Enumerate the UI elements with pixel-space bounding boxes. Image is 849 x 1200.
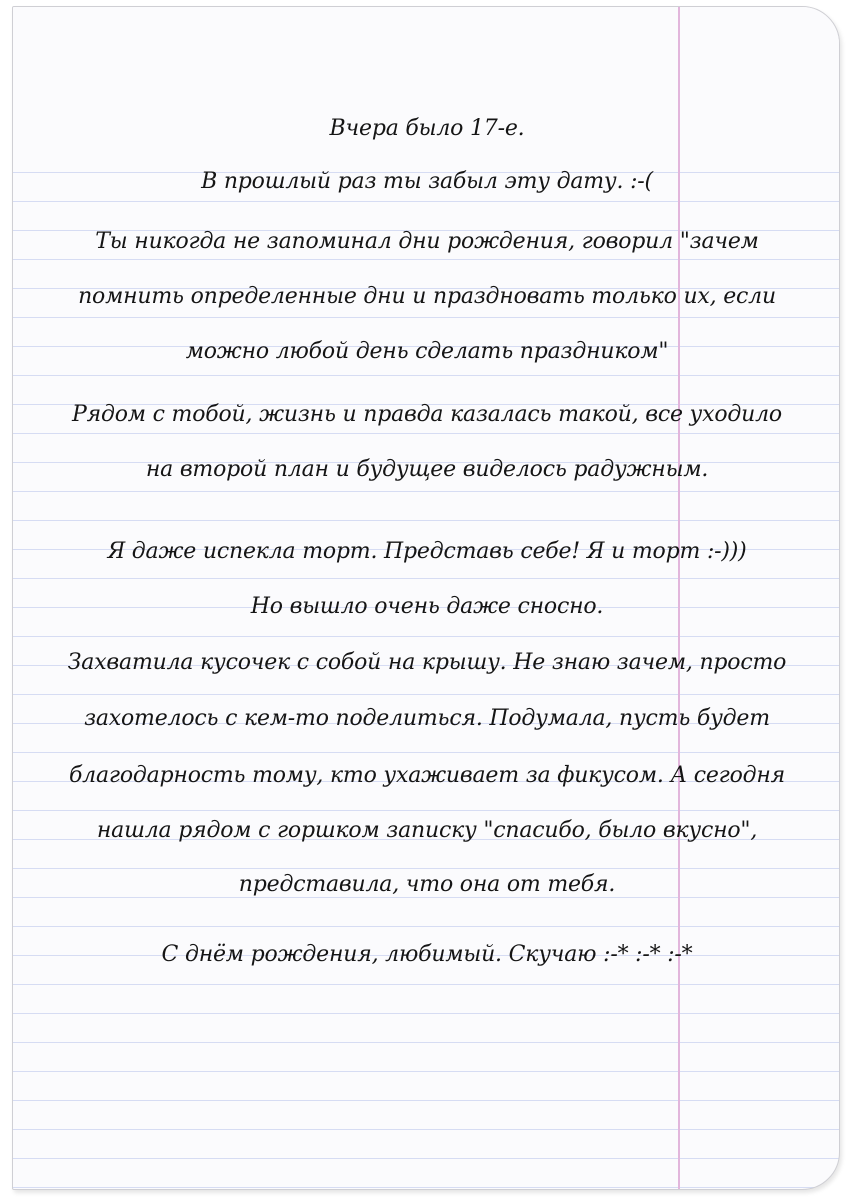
letter-line: Рядом с тобой, жизнь и правда казалась такой, все уходило [72, 402, 782, 427]
notebook-page [12, 6, 840, 1190]
letter-line: В прошлый раз ты забыл эту дату. :-( [201, 169, 653, 194]
letter-line: нашла рядом с горшком записку "спасибо, было вкусно", [96, 818, 758, 843]
letter-line: представила, что она от тебя. [238, 872, 616, 897]
letter-line: Ты никогда не запоминал дни рождения, говорил "зачем [95, 229, 759, 254]
letter-line: Но вышло очень даже сносно. [250, 594, 604, 619]
letter-line: Я даже испекла торт. Представь себе! Я и торт :-))) [107, 539, 747, 564]
letter-line: Захватила кусочек с собой на крышу. Не знаю зачем, просто [67, 650, 787, 675]
letter-line: благодарность тому, кто ухаживает за фикусом. А сегодня [68, 763, 786, 788]
letter-line: С днём рождения, любимый. Скучаю :-* :-* :-* [161, 942, 693, 967]
letter-line: захотелось с кем-то поделиться. Подумала, пусть будет [84, 706, 770, 731]
letter-line: на второй план и будущее виделось радужным. [145, 457, 709, 482]
letter-line: Вчера было 17-е. [329, 116, 525, 141]
letter-line: можно любой день сделать праздником" [185, 339, 669, 364]
letter-line: помнить определенные дни и праздновать только их, если [78, 284, 776, 309]
